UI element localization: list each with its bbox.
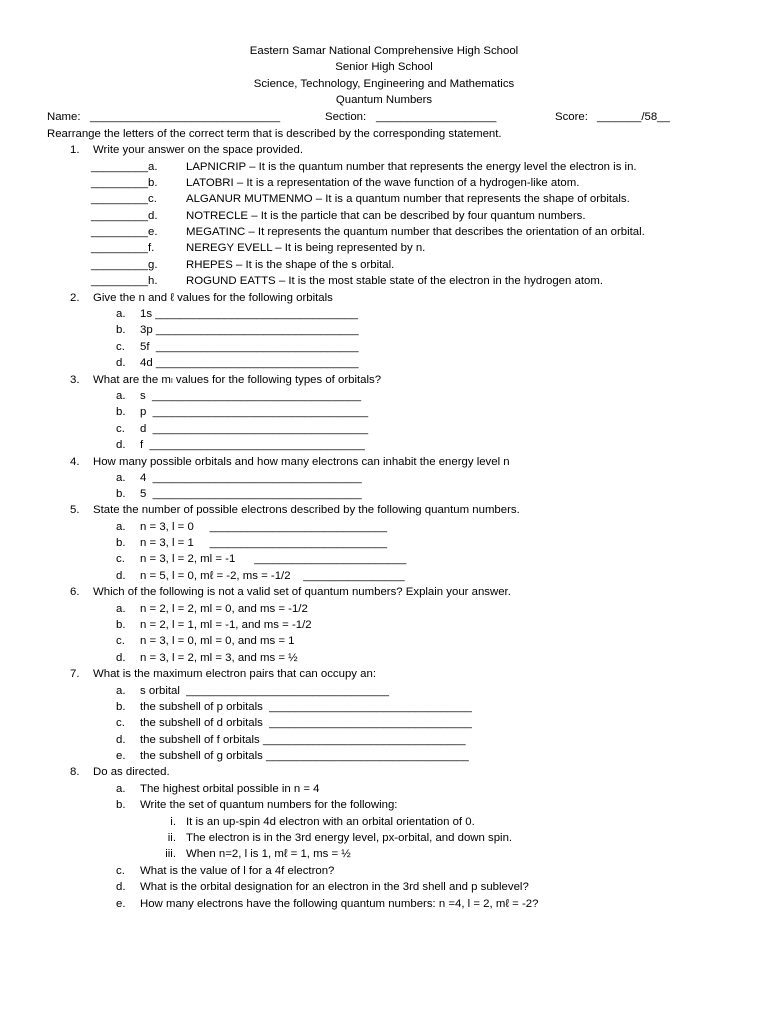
question-number: 5. <box>70 504 80 516</box>
item-text: RHEPES – It is the shape of the s orbital. <box>186 259 395 271</box>
answer-blank[interactable]: _________d. <box>91 210 158 222</box>
answer-line[interactable]: the subshell of g orbitals ________________________________ <box>140 750 469 762</box>
page-title: Quantum Numbers <box>335 94 433 106</box>
item-letter: d. <box>116 652 126 664</box>
item-text: What is the orbital designation for an electron in the 3rd shell and p sublevel? <box>140 881 529 893</box>
item-letter: a. <box>116 521 126 533</box>
question-number: 8. <box>70 766 80 778</box>
item-letter: e. <box>116 750 126 762</box>
strand-name: Science, Technology, Engineering and Mathematics <box>253 78 515 90</box>
item-letter: a. <box>116 390 126 402</box>
school-level: Senior High School <box>335 61 433 73</box>
question-text: State the number of possible electrons described by the following quantum numbers. <box>93 504 520 516</box>
option-text: n = 3, l = 2, ml = 3, and ms = ½ <box>140 652 298 664</box>
answer-line[interactable]: the subshell of f orbitals ________________________________ <box>140 734 466 746</box>
option-text: n = 2, l = 2, ml = 0, and ms = -1/2 <box>140 603 308 615</box>
item-letter: a. <box>116 685 126 697</box>
item-text: MEGATINC – It represents the quantum number that describes the orientation of an orbital. <box>186 226 645 238</box>
item-letter: c. <box>116 635 125 647</box>
sub-item-numeral: iii. <box>165 848 176 860</box>
item-letter: c. <box>116 423 125 435</box>
answer-blank[interactable]: _________h. <box>91 275 158 287</box>
option-text: n = 2, l = 1, ml = -1, and ms = -1/2 <box>140 619 312 631</box>
item-letter: c. <box>116 865 125 877</box>
answer-line[interactable]: n = 3, l = 0 ____________________________ <box>140 521 388 533</box>
school-name: Eastern Samar National Comprehensive High School <box>249 45 519 57</box>
score-label: Score: <box>555 111 588 123</box>
item-letter: b. <box>116 701 126 713</box>
name-label: Name: <box>47 111 81 123</box>
answer-line[interactable]: n = 3, l = 2, ml = -1 ________________________ <box>140 553 407 565</box>
item-letter: b. <box>116 488 126 500</box>
answer-blank[interactable]: _________e. <box>91 226 158 238</box>
item-letter: b. <box>116 619 126 631</box>
item-text: How many electrons have the following quantum numbers: n =4, l = 2, mℓ = -2? <box>140 898 539 910</box>
answer-line[interactable]: 5f ________________________________ <box>140 341 359 353</box>
item-text: NOTRECLE – It is the particle that can be described by four quantum numbers. <box>186 210 586 222</box>
answer-line[interactable]: n = 3, l = 1 ____________________________ <box>140 537 388 549</box>
question-number: 6. <box>70 586 80 598</box>
sub-item-text: It is an up-spin 4d electron with an orbital orientation of 0. <box>186 816 475 828</box>
item-letter: a. <box>116 603 126 615</box>
item-text: What is the value of l for a 4f electron? <box>140 865 335 877</box>
item-letter: d. <box>116 734 126 746</box>
answer-line[interactable]: 3p ________________________________ <box>140 324 359 336</box>
question-text: How many possible orbitals and how many electrons can inhabit the energy level n <box>93 456 510 468</box>
item-letter: d. <box>116 439 126 451</box>
question-number: 3. <box>70 374 80 386</box>
item-text: ROGUND EATTS – It is the most stable state of the electron in the hydrogen atom. <box>186 275 603 287</box>
answer-blank[interactable]: _________a. <box>91 161 158 173</box>
item-letter: a. <box>116 783 126 795</box>
item-text: The highest orbital possible in n = 4 <box>140 783 320 795</box>
question-number: 7. <box>70 668 80 680</box>
answer-line[interactable]: d __________________________________ <box>140 423 369 435</box>
answer-blank[interactable]: _________f. <box>91 242 155 254</box>
answer-line[interactable]: the subshell of d orbitals ________________________________ <box>140 717 472 729</box>
question-number: 2. <box>70 292 80 304</box>
answer-blank[interactable]: _________c. <box>91 193 157 205</box>
sub-item-text: The electron is in the 3rd energy level, px-orbital, and down spin. <box>186 832 513 844</box>
name-field[interactable]: ______________________________ <box>90 111 281 123</box>
item-letter: b. <box>116 406 126 418</box>
item-letter: d. <box>116 570 126 582</box>
item-text: LATOBRI – It is a representation of the wave function of a hydrogen-like atom. <box>186 177 580 189</box>
answer-line[interactable]: p __________________________________ <box>140 406 369 418</box>
answer-line[interactable]: 5 _________________________________ <box>140 488 362 500</box>
answer-blank[interactable]: _________g. <box>91 259 158 271</box>
section-field[interactable]: ___________________ <box>376 111 497 123</box>
question-text: Give the n and ℓ values for the following orbitals <box>93 292 333 304</box>
instructions: Rearrange the letters of the correct term that is described by the corresponding statement. <box>47 128 502 140</box>
item-letter: b. <box>116 799 126 811</box>
answer-line[interactable]: s _________________________________ <box>140 390 362 402</box>
answer-line[interactable]: f __________________________________ <box>140 439 365 451</box>
item-text: Write the set of quantum numbers for the following: <box>140 799 398 811</box>
question-number: 4. <box>70 456 80 468</box>
answer-line[interactable]: 1s ________________________________ <box>140 308 358 320</box>
item-text: ALGANUR MUTMENMO – It is a quantum number that represents the shape of orbitals. <box>186 193 630 205</box>
item-letter: c. <box>116 341 125 353</box>
sub-item-text: When n=2, l is 1, mℓ = 1, ms = ½ <box>186 848 351 860</box>
answer-line[interactable]: s orbital ________________________________ <box>140 685 389 697</box>
question-text: Write your answer on the space provided. <box>93 144 303 156</box>
item-letter: d. <box>116 881 126 893</box>
item-letter: d. <box>116 357 126 369</box>
item-letter: e. <box>116 898 126 910</box>
question-text: What is the maximum electron pairs that can occupy an: <box>93 668 376 680</box>
sub-item-numeral: ii. <box>167 832 176 844</box>
item-text: LAPNICRIP – It is the quantum number that represents the energy level the electron is in. <box>186 161 637 173</box>
item-letter: c. <box>116 553 125 565</box>
question-text: Which of the following is not a valid set of quantum numbers? Explain your answer. <box>93 586 511 598</box>
question-text: What are the mₗ values for the following types of orbitals? <box>93 374 382 386</box>
score-field[interactable]: _______/58__ <box>597 111 670 123</box>
question-text: Do as directed. <box>93 766 170 778</box>
answer-blank[interactable]: _________b. <box>91 177 158 189</box>
item-text: NEREGY EVELL – It is being represented by n. <box>186 242 426 254</box>
item-letter: b. <box>116 537 126 549</box>
sub-item-numeral: i. <box>170 816 176 828</box>
item-letter: a. <box>116 308 126 320</box>
section-label: Section: <box>325 111 367 123</box>
answer-line[interactable]: 4 _________________________________ <box>140 472 362 484</box>
item-letter: c. <box>116 717 125 729</box>
item-letter: a. <box>116 472 126 484</box>
option-text: n = 3, l = 0, ml = 0, and ms = 1 <box>140 635 295 647</box>
answer-line[interactable]: the subshell of p orbitals ________________________________ <box>140 701 472 713</box>
answer-line[interactable]: n = 5, l = 0, mℓ = -2, ms = -1/2 ________________ <box>140 570 405 582</box>
question-number: 1. <box>70 144 80 156</box>
answer-line[interactable]: 4d ________________________________ <box>140 357 359 369</box>
item-letter: b. <box>116 324 126 336</box>
